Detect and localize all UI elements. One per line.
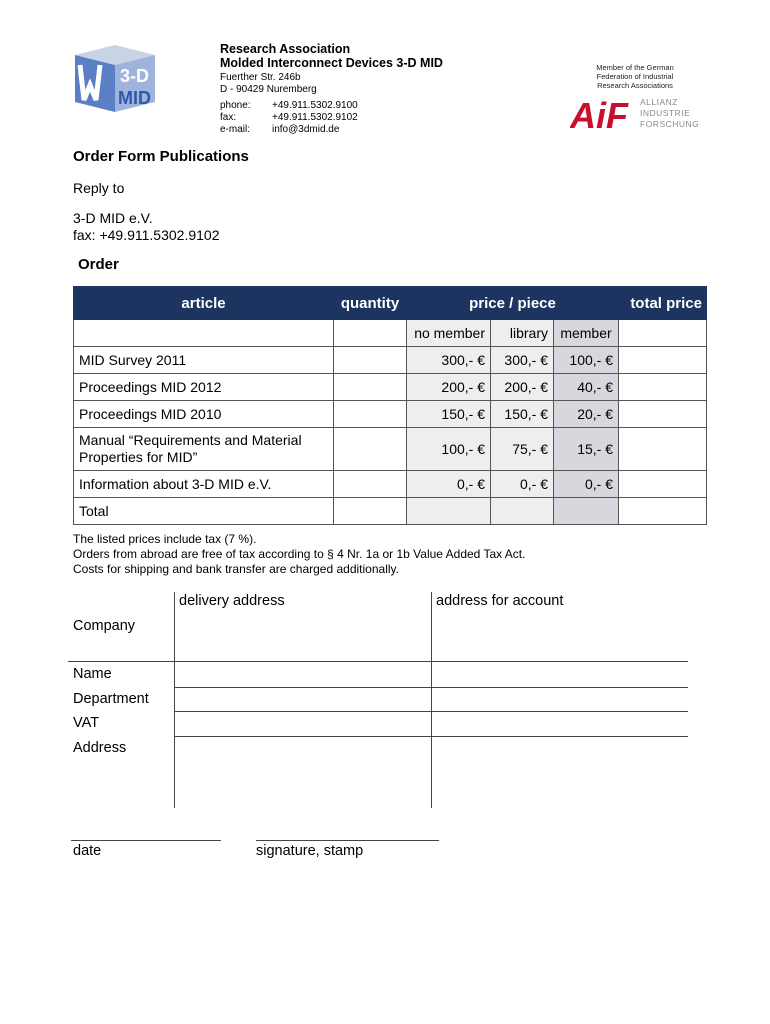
vat-account-field[interactable]	[433, 713, 687, 735]
price-notes: The listed prices include tax (7 %). Orders from abroad are free of tax according to § 4 Nr. 1a or 1b Value Added Tax Act. Costs for shipping and bank transfer are charged additionally.	[73, 532, 526, 576]
address-account-field[interactable]	[433, 738, 687, 808]
table-row: Manual “Requirements and Material Properties for MID” 100,- € 75,- € 15,- €	[74, 428, 707, 471]
delivery-address-header: delivery address	[179, 593, 285, 609]
reply-to-label: Reply to	[73, 180, 125, 196]
total-cell[interactable]	[619, 374, 707, 401]
org-address: Fuerther Str. 246b D - 90429 Nuremberg	[220, 72, 317, 95]
name-delivery-field[interactable]	[176, 663, 430, 686]
col-price: price / piece	[407, 287, 619, 320]
col-article: article	[74, 287, 334, 320]
name-label: Name	[73, 666, 112, 682]
aif-logo	[570, 96, 638, 132]
contact-table: phone: +49.911.5302.9100 fax: +49.911.5302.9102 e-mail: info@3dmid.de	[220, 100, 358, 135]
name-account-field[interactable]	[433, 663, 687, 686]
table-header	[74, 287, 707, 320]
email-link[interactable]: info@3dmid.de	[272, 124, 340, 135]
page-title: Order Form Publications	[73, 148, 249, 165]
aif-text: ALLIANZ INDUSTRIE FORSCHUNG	[640, 97, 700, 129]
signature-label: signature, stamp	[256, 843, 364, 859]
total-cell[interactable]	[619, 428, 707, 471]
org-name: Research Association Molded Interconnect Devices 3-D MID	[220, 42, 443, 70]
quantity-input[interactable]	[334, 374, 407, 401]
total-cell[interactable]	[619, 347, 707, 374]
svg-text:3-D: 3-D	[120, 66, 150, 86]
date-field[interactable]	[71, 818, 221, 839]
department-label: Department	[73, 691, 149, 707]
mid-logo	[70, 40, 165, 120]
date-label: date	[73, 843, 102, 859]
member-note: Member of the German Federation of Industrial Research Associations	[596, 63, 674, 90]
quantity-input[interactable]	[334, 471, 407, 498]
vat-label: VAT	[73, 715, 100, 731]
order-table	[73, 286, 707, 525]
table-subheader: no member library member	[74, 320, 707, 347]
address-delivery-field[interactable]	[176, 738, 430, 808]
department-delivery-field[interactable]	[176, 689, 430, 710]
department-account-field[interactable]	[433, 689, 687, 710]
address-label: Address	[73, 740, 127, 756]
order-heading: Order	[78, 256, 119, 273]
col-quantity: quantity	[334, 287, 407, 320]
table-row: Information about 3-D MID e.V. 0,- € 0,- € 0,- €	[74, 471, 707, 498]
signature-field[interactable]	[256, 818, 439, 839]
company-account-field[interactable]	[433, 594, 687, 660]
grand-total-cell[interactable]	[619, 498, 707, 525]
col-total: total price	[619, 287, 707, 320]
vat-delivery-field[interactable]	[176, 713, 430, 735]
quantity-input[interactable]	[334, 428, 407, 471]
total-cell[interactable]	[619, 401, 707, 428]
reply-address: 3-D MID e.V. fax: +49.911.5302.9102	[73, 210, 220, 243]
company-delivery-field[interactable]	[176, 594, 430, 660]
svg-text:MID: MID	[118, 88, 151, 108]
quantity-input[interactable]	[334, 401, 407, 428]
account-address-header: address for account	[436, 593, 564, 609]
table-row: Proceedings MID 2010 150,- € 150,- € 20,- €	[74, 401, 707, 428]
quantity-input[interactable]	[334, 347, 407, 374]
quantity-total[interactable]	[334, 498, 407, 525]
table-row: Proceedings MID 2012 200,- € 200,- € 40,- €	[74, 374, 707, 401]
svg-text:AiF: AiF	[570, 96, 628, 132]
company-label: Company	[73, 618, 136, 634]
table-row: MID Survey 2011 300,- € 300,- € 100,- €	[74, 347, 707, 374]
total-cell[interactable]	[619, 471, 707, 498]
table-total-row: Total	[74, 498, 707, 525]
